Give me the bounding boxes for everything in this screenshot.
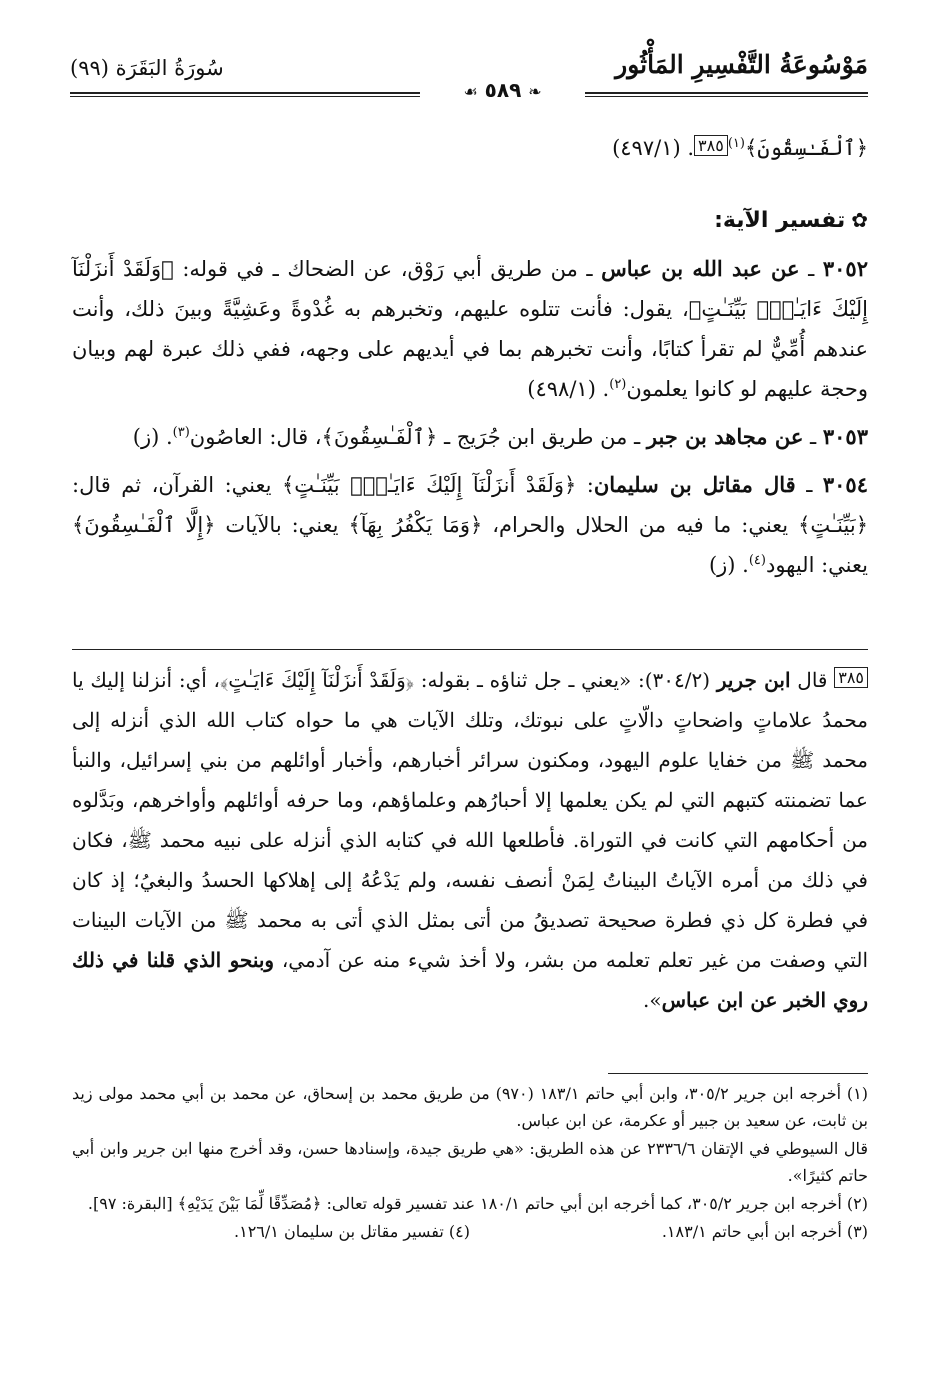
commentary-end: ». [642, 988, 662, 1012]
page-number: ٥٨٩ [484, 78, 522, 102]
book-title: مَوْسُوعَةُ التَّفْسِيرِ المَأْثُور [615, 50, 868, 79]
commentary-conclusion: وبنحو الذي قلنا في ذلك روي الخبر عن ابن عباس [72, 948, 868, 1012]
commentary-separator [72, 649, 868, 650]
narration-3054: ٣٠٥٤ ـ قال مقاتل بن سليمان: ﴿وَلَقَدْ أَنزَلْنَآ إِلَيْكَ ءَايَـٰتٍۭ بَيِّنَـٰتٍ﴾ يعني: القرآن، ثم قال: ﴿بَيِّنَـٰتٍ﴾ يعني: ما فيه من الحلال والحرام، ﴿وَمَا يَكْفُرُ بِهَآ﴾ يعني: بالآيات ﴿إِلَّا ٱلْفَـٰسِقُونَ﴾ يعني: اليهود$^{(٤)}$. (ز) [72, 472, 868, 577]
footnote-marker: (١) [727, 136, 745, 151]
page-number-block [420, 78, 585, 102]
header-rule-left-thin [70, 96, 420, 97]
commentary-author: ابن جرير [716, 668, 791, 692]
footnote-marker: (٤) [748, 553, 766, 568]
footnote-2: (٢) أخرجه ابن جرير ٣٠٥/٢، كما أخرجه ابن أبي حاتم ١٨٠/١ عند تفسير قوله تعالى: ﴿مُصَدِّقًا لِّمَا بَيْنَ يَدَيْهِ﴾ [البقرة: ٩٧]. [87, 1194, 868, 1213]
commentary-ref-box: ٣٨٥ [834, 667, 868, 688]
volume-ref: . (ز) [708, 553, 749, 577]
quran-word: ﴿ٱلْفَـٰسِقُونَ﴾ [744, 136, 868, 160]
footnote-3: (٣) أخرجه ابن أبي حاتم ١٨٣/١. [661, 1222, 868, 1241]
volume-ref: . (٤٩٨/١) [527, 377, 610, 401]
narrator: قال مقاتل بن سليمان [593, 472, 796, 497]
page-header [70, 50, 868, 110]
main-text [72, 128, 868, 593]
footnote-row [72, 1218, 868, 1245]
section-title: ✿تفسير الآية: [714, 208, 868, 233]
commentary-ref-box: ٣٨٥ [694, 135, 728, 156]
narration-3052: ٣٠٥٢ ـ عن عبد الله بن عباس ـ من طريق أبي رَوْق، عن الضحاك ـ في قوله: ﴿وَلَقَدْ أَنزَلْنَآ إِلَيْكَ ءَايَـٰتٍۭ بَيِّنَـٰتٍ﴾، يقول: فأنت تتلوه عليهم، وتخبرهم به غُدْوةً وعَشِيَّةً وبينَ ذلك، وأنت عندهم أُمِّيٌّ لم تقرأ كتابًا، وأنت تخبرهم بما في أيديهم على وجهه، ففي ذلك عبرة لهم وبيان وحجة عليهم لو كانوا يعلمون$^{(٢)}$. (٤٩٨/١) [72, 256, 868, 401]
flower-icon: ✿ [851, 208, 868, 232]
surah-name: سُورَةُ البَقَرَة (٩٩) [70, 56, 224, 80]
footnotes-separator [608, 1073, 868, 1074]
footnote-marker: (٢) [609, 377, 627, 392]
ornament-icon: ❧ [528, 82, 542, 101]
footnote-marker: (٣) [172, 425, 190, 440]
ornament-icon: ☙ [463, 82, 478, 101]
header-rule-left [70, 92, 420, 94]
narration-text: ـ من طريق أبي رَوْق، عن الضحاك ـ في قوله: ﴿وَلَقَدْ أَنزَلْنَآ إِلَيْكَ ءَايَـٰتٍۭ بَيِّنَـٰتٍ﴾، يقول: فأنت تتلوه عليهم، وتخبرهم به غُدْوةً وعَشِيَّةً وبينَ ذلك، وأنت عندهم أُمِّيٌّ لم تقرأ كتابًا، وأنت تخبرهم بما في أيديهم على وجهه، ففي ذلك عبرة لهم وبيان وحجة عليهم لو كانوا يعلمون [72, 257, 868, 401]
footnote-1-continued: قال السيوطي في الإتقان ٢٣٣٦/٦ عن هذه الطريق: «هي طريق جيدة، وإسنادها حسن، وقد أخرج منها ابن جرير وابن أبي حاتم كثيرًا». [72, 1139, 868, 1185]
volume-ref: . (٤٩٧/١) [612, 136, 695, 160]
top-line [72, 128, 868, 168]
narration-text: ـ من طريق ابن جُرَيج ـ ﴿ٱلْفَـٰسِقُونَ﴾، قال: العاصُون [189, 425, 641, 449]
commentary-text [72, 660, 868, 1020]
narrator: عن مجاهد بن جبر [646, 424, 804, 449]
header-rule-right [585, 92, 868, 94]
narration-3053: ٣٠٥٣ ـ عن مجاهد بن جبر ـ من طريق ابن جُرَيج ـ ﴿ٱلْفَـٰسِقُونَ﴾، قال: العاصُون$^{(٣)}$. (ز) [132, 424, 868, 449]
narration-number: ٣٠٥٤ [822, 472, 868, 497]
commentary-lead: قال [797, 668, 828, 692]
narration-text: : ﴿وَلَقَدْ أَنزَلْنَآ إِلَيْكَ ءَايَـٰتٍۭ بَيِّنَـٰتٍ﴾ يعني: القرآن، ثم قال: ﴿بَيِّنَـٰتٍ﴾ يعني: ما فيه من الحلال والحرام، ﴿وَمَا يَكْفُرُ بِهَآ﴾ يعني: بالآيات ﴿إِلَّا ٱلْفَـٰسِقُونَ﴾ يعني: اليهود [72, 473, 868, 577]
narration-number: ٣٠٥٢ [822, 256, 868, 281]
narrator: عن عبد الله بن عباس [601, 256, 800, 281]
footnotes [72, 1080, 868, 1245]
volume-ref: . (ز) [132, 425, 173, 449]
footnote-1: (١) أخرجه ابن جرير ٣٠٥/٢، وابن أبي حاتم ١٨٣/١ (٩٧٠) من طريق محمد بن إسحاق، عن محمد بن أبي محمد مولى زيد بن ثابت، عن سعيد بن جبير أو عكرمة، عن ابن عباس. [72, 1084, 868, 1130]
narration-number: ٣٠٥٣ [822, 424, 868, 449]
header-rule-right-thin [585, 96, 868, 97]
footnote-4: (٤) تفسير مقاتل بن سليمان ١٢٦/١. [234, 1222, 470, 1241]
commentary-body: (٣٠٤/٢): «يعني ـ جل ثناؤه ـ بقوله: ﴿وَلَقَدْ أَنزَلْنَآ إِلَيْكَ ءَايَـٰتٍ﴾، أي: أنزلنا إليك يا محمدُ علاماتٍ واضحاتٍ دالّاتٍ على نبوتك، وتلك الآيات هي ما حواه كتاب الله الذي أنزله إلى محمد ﷺ من خفايا علوم اليهود، ومكنون سرائر أخبارهم، وأخبار أوائلهم من بني إسرائيل، والنبأ عما تضمنته كتبهم التي لم يكن يعلمها إلا أحبارُهم وعلماؤهم، وما حرفه أوائلهم وأواخرهم، وبَدَّلوه من أحكامهم التي كانت في التوراة. فأطلعها الله في كتابه الذي أنزله على نبيه محمد ﷺ، فكان في ذلك من أمره الآياتُ البيناتُ لِمَنْ أنصف نفسه، ولم يَدْعُهُ إلى إهلاكها الحسدُ والبغيُ؛ إذ كان في فطرة كل ذي فطرة صحيحة تصديقُ من أتى بمثل الذي أتى به محمد ﷺ من الآيات البينات التي وصفت من غير تعلم تعلمه من بشر، ولا أخذ شيء منه عن آدمي، [72, 668, 869, 972]
commentary-block [72, 660, 868, 1020]
